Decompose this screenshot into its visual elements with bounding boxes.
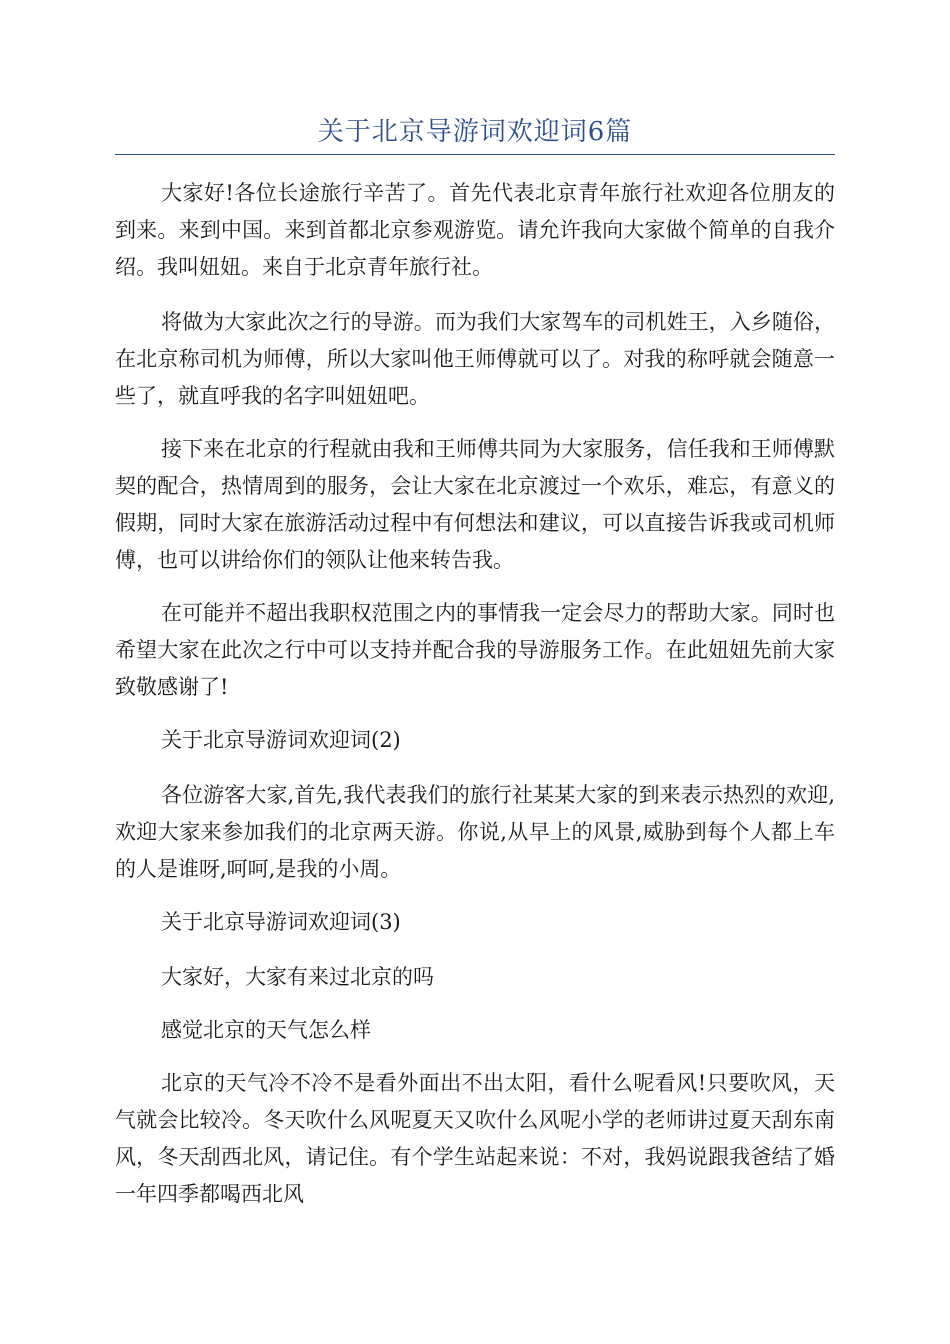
paragraph-guide-intro: 将做为大家此次之行的导游。而为我们大家驾车的司机姓王，入乡随俗，在北京称司机为师傅，所以大家叫他王师傅就可以了。对我的称呼就会随意一些了，就直呼我的名字叫妞妞吧。 — [115, 310, 835, 408]
title-underline — [115, 154, 835, 155]
section-heading-3: 关于北京导游词欢迎词(3) — [161, 910, 401, 934]
paragraph-welcome-2: 各位游客大家,首先,我代表我们的旅行社某某大家的到来表示热烈的欢迎,欢迎大家来参加我们的北京两天游。你说,从早上的风景,威胁到每个人都上车的人是谁呀,呵呵,是我的小周。 — [115, 783, 835, 881]
paragraph-question-1: 大家好，大家有来过北京的吗 — [161, 965, 434, 989]
paragraph-itinerary: 接下来在北京的行程就由我和王师傅共同为大家服务，信任我和王师傅默契的配合，热情周到的服务，会让大家在北京渡过一个欢乐，难忘，有意义的假期，同时大家在旅游活动过程中有何想法和建议，可以直接告诉我或司机师傅，也可以讲给你们的领队让他来转告我。 — [115, 437, 835, 572]
paragraph-question-2: 感觉北京的天气怎么样 — [161, 1018, 371, 1042]
section-heading-2: 关于北京导游词欢迎词(2) — [161, 728, 401, 752]
paragraph-weather: 北京的天气冷不冷不是看外面出不出太阳，看什么呢看风!只要吹风，天气就会比较冷。冬天吹什么风呢夏天又吹什么风呢小学的老师讲过夏天刮东南风，冬天刮西北风，请记住。有个学生站起来说：不对，我妈说跟我爸结了婚一年四季都喝西北风 — [115, 1071, 835, 1206]
document-body — [115, 175, 835, 1229]
document-title: 关于北京导游词欢迎词6篇 — [317, 117, 633, 147]
paragraph-greeting: 大家好!各位长途旅行辛苦了。首先代表北京青年旅行社欢迎各位朋友的到来。来到中国。来到首都北京参观游览。请允许我向大家做个简单的自我介绍。我叫妞妞。来自于北京青年旅行社。 — [115, 181, 835, 279]
paragraph-thanks: 在可能并不超出我职权范围之内的事情我一定会尽力的帮助大家。同时也希望大家在此次之行中可以支持并配合我的导游服务工作。在此妞妞先前大家致敬感谢了! — [115, 601, 835, 699]
